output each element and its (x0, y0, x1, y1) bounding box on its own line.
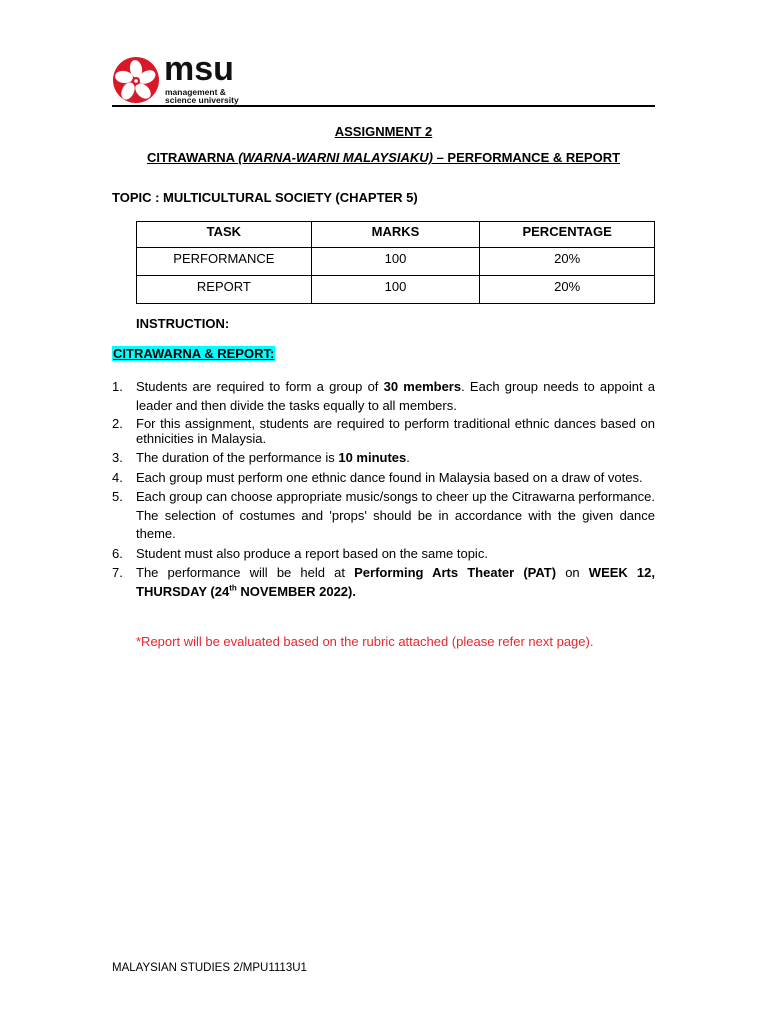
assignment-subtitle: CITRAWARNA (WARNA-WARNI MALAYSIAKU) – PERFORMANCE & REPORT (146, 150, 621, 165)
assignment-title: ASSIGNMENT 2 (334, 124, 433, 139)
list-item: 1. Students are required to form a group of 30 members. Each group needs to appoint a leader and then divide the tasks equally to all members. (112, 379, 655, 413)
section-heading: CITRAWARNA & REPORT: (113, 346, 275, 361)
list-item: 4. Each group must perform one ethnic dance found in Malaysia based on a draw of votes. (112, 469, 643, 485)
cell-task: REPORT (137, 276, 312, 304)
list-item: 3. The duration of the performance is 10 minutes. (112, 450, 410, 465)
list-item: 2. For this assignment, students are required to perform traditional ethnic dances based on ethnicities in Malaysia. (112, 416, 655, 446)
instruction-list (112, 378, 655, 602)
logo-subtitle-line2: science university (165, 95, 239, 105)
table-row (137, 248, 655, 276)
topic-heading: TOPIC : MULTICULTURAL SOCIETY (CHAPTER 5) (112, 190, 418, 205)
logo-subtitle-line1: management & (165, 87, 226, 97)
instruction-heading: INSTRUCTION: (136, 316, 230, 331)
table-header-row (137, 222, 655, 248)
marks-table (136, 221, 655, 304)
cell-marks: 100 (311, 276, 480, 304)
header-task: TASK (137, 222, 312, 248)
header-divider (112, 105, 655, 107)
hibiscus-logo-icon (111, 57, 161, 103)
cell-marks: 100 (311, 248, 480, 276)
msu-logo (111, 50, 271, 105)
list-item: 6. Student must also produce a report based on the same topic. (112, 545, 488, 561)
cell-percentage: 20% (480, 248, 655, 276)
logo-wordmark: msu (164, 50, 234, 88)
header-marks: MARKS (311, 222, 480, 248)
cell-task: PERFORMANCE (137, 248, 312, 276)
list-item: 5. Each group can choose appropriate music/songs to cheer up the Citrawarna performance. The selection of costumes and 'props' should be in accordance with the given dance theme. (112, 489, 655, 541)
rubric-note: *Report will be evaluated based on the rubric attached (please refer next page). (136, 634, 594, 649)
list-item: 7. The performance will be held at Performing Arts Theater (PAT) on WEEK 12, THURSDAY (24th NOVEMBER 2022). (112, 565, 656, 599)
page-footer: MALAYSIAN STUDIES 2/MPU1113U1 (112, 962, 307, 974)
table-row (137, 276, 655, 304)
cell-percentage: 20% (480, 276, 655, 304)
header-percentage: PERCENTAGE (480, 222, 655, 248)
